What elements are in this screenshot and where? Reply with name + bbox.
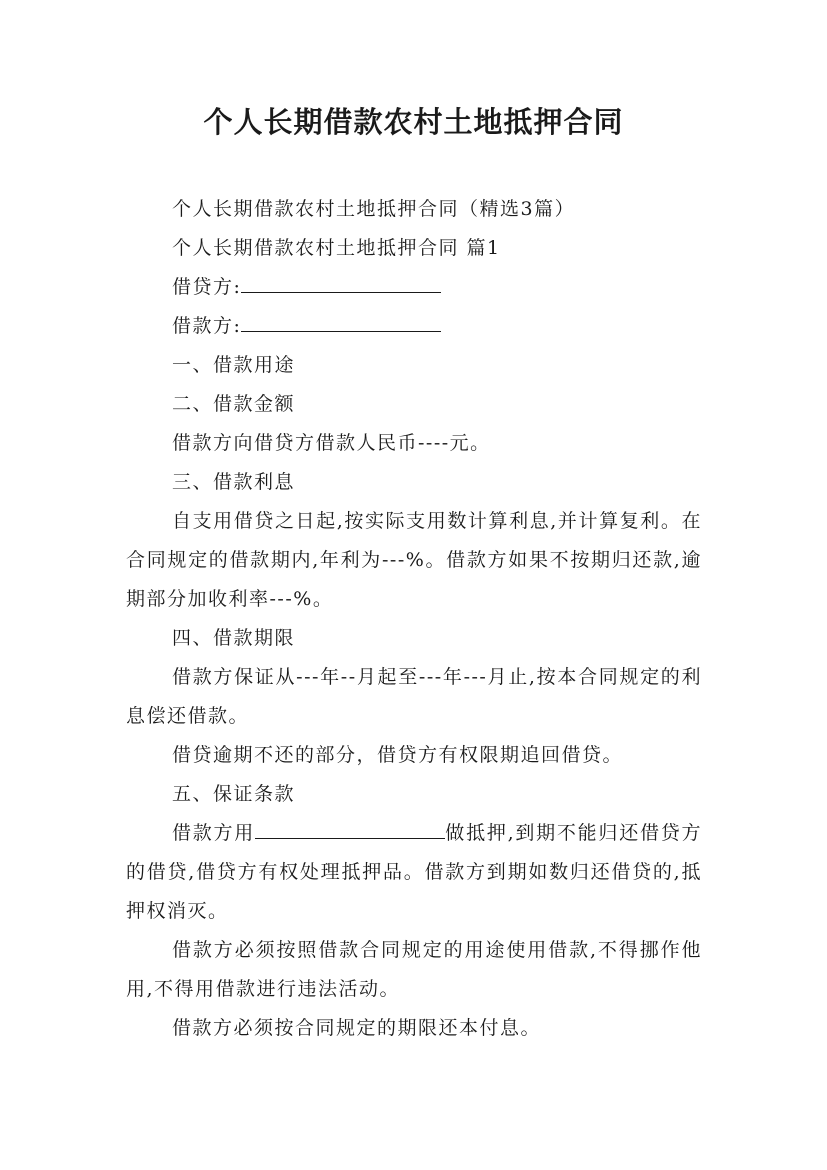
subtitle: 个人长期借款农村土地抵押合同（精选3篇） (172, 198, 576, 220)
section-heading-1: 一、借款用途 (172, 354, 296, 376)
paragraph-term: 借款方保证从---年--月起至---年---月止,按本合同规定的利息偿还借款。 (126, 666, 702, 727)
document-body (126, 190, 702, 1048)
borrower-blank (241, 309, 441, 332)
section-heading-5: 五、保证条款 (172, 783, 296, 805)
lender-blank (241, 270, 441, 293)
collateral-text-before: 借款方用 (172, 822, 256, 844)
document-title: 个人长期借款农村土地抵押合同 (203, 105, 624, 139)
collateral-text-after: 做抵押,到期不能归还借贷方的借贷,借贷方有权处理抵押品。借款方到期如数归还借贷的,抵押权消灭。 (126, 822, 702, 922)
paragraph-overdue: 借贷逾期不还的部分，借贷方有权限期追回借贷。 (172, 744, 624, 766)
paragraph-amount: 借款方向借贷方借款人民币----元。 (172, 432, 491, 454)
section-heading-3: 三、借款利息 (172, 471, 296, 493)
section-heading-4: 四、借款期限 (172, 627, 296, 649)
paragraph-interest: 自支用借贷之日起,按实际支用数计算利息,并计算复利。在合同规定的借款期内,年利为---%。借款方如果不按期归还款,逾期部分加收利率---%。 (126, 510, 702, 610)
part-heading: 个人长期借款农村土地抵押合同 篇1 (172, 237, 501, 259)
paragraph-usage: 借款方必须按照借款合同规定的用途使用借款,不得挪作他用,不得用借款进行违法活动。 (126, 939, 702, 1000)
section-heading-2: 二、借款金额 (172, 393, 296, 415)
collateral-blank (255, 816, 445, 839)
lender-line (126, 268, 702, 307)
lender-label: 借贷方: (172, 276, 242, 298)
paragraph-collateral (126, 814, 702, 931)
borrower-line (126, 307, 702, 346)
borrower-label: 借款方: (172, 315, 242, 337)
paragraph-repay: 借款方必须按合同规定的期限还本付息。 (172, 1017, 542, 1039)
